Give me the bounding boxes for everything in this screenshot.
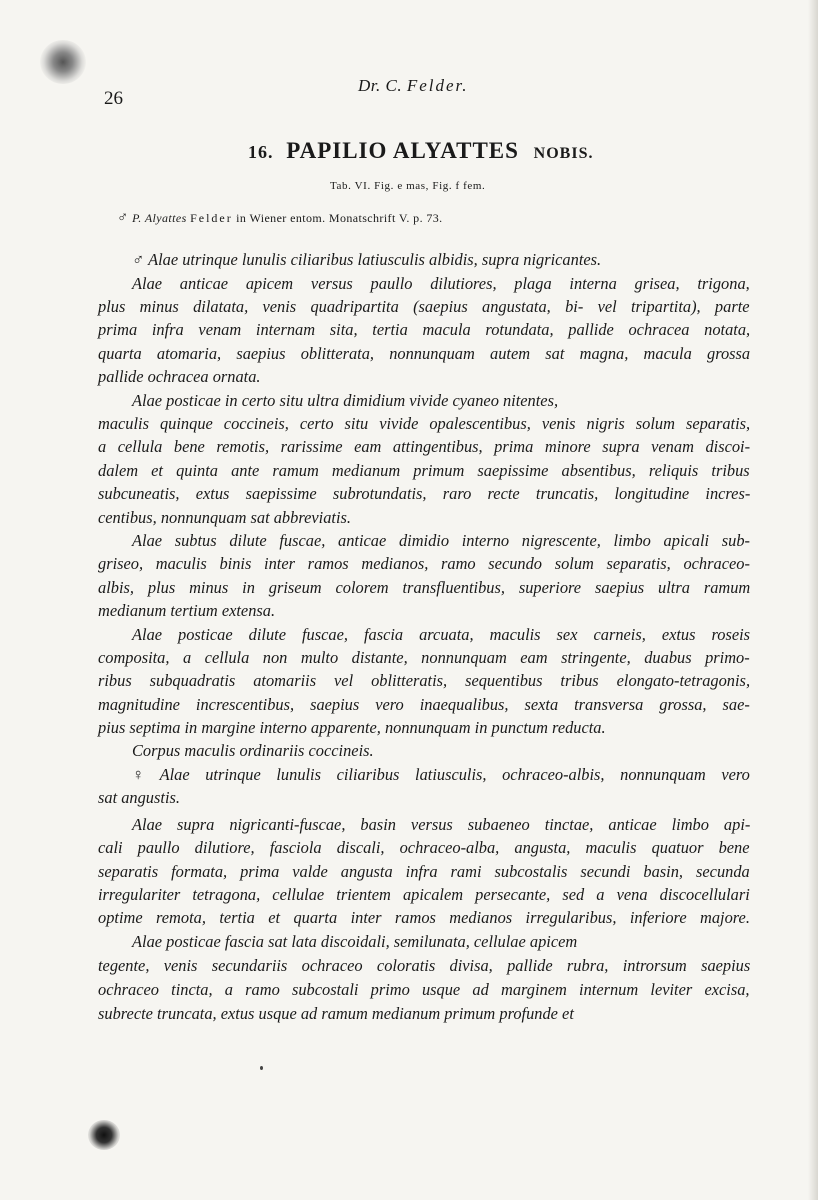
text-line: prima infra venam internam sita, tertia macula rotundata, pallide ochracea notata,: [98, 320, 751, 339]
synonym-source: in Wiener entom. Monatschrift V. p. 73.: [236, 211, 443, 225]
text-line: Alae posticae dilute fuscae, fascia arcuata, maculis sex carneis, extus roseis: [132, 625, 751, 644]
ink-stain: [88, 1120, 120, 1150]
text-line: composita, a cellula non multo distante, nonnunquam eam stringente, duabus primo-: [98, 648, 750, 667]
plate-reference: Tab. VI. Fig. e mas, Fig. f fem.: [330, 180, 486, 192]
male-symbol: ♂: [117, 210, 129, 226]
species-name: PAPILIO ALYATTES: [286, 138, 519, 163]
text-line: griseo, maculis binis inter ramos medianos, ramo secundo solum separatis, ochraceo-: [98, 554, 750, 573]
text-line: Alae posticae fascia sat lata discoidali, semilunata, cellulae apicem: [132, 932, 578, 951]
species-number: 16.: [248, 142, 274, 162]
text-line: plus minus dilatata, venis quadripartita (saepius angustata, bi- vel tripartita), parte: [98, 297, 750, 316]
text-line: ribus subquadratis atomariis vel oblitteratis, sequentibus tribus elongato-tetragonis,: [98, 671, 751, 690]
text-line: ♂ Alae utrinque lunulis ciliaribus latiusculis albidis, supra nigricantes.: [132, 250, 602, 269]
text-line: Corpus maculis ordinariis coccineis.: [132, 741, 374, 760]
page-edge-shadow: [808, 0, 818, 1200]
running-head-author: Dr. C.: [358, 76, 403, 95]
text-line: cali paullo dilutiore, fasciola discali, ochraceo-alba, angusta, maculis quatuor bene: [98, 838, 750, 857]
text-line: centibus, nonnunquam sat abbreviatis.: [98, 508, 351, 527]
text-line: Alae posticae in certo situ ultra dimidium vivide cyaneo nitentes,: [132, 391, 559, 410]
text-line: magnitudine increscentibus, saepius vero inaequalibus, sexta transversa grossa, sae-: [98, 695, 750, 714]
species-author: NOBIS.: [533, 145, 594, 162]
text-line: Alae supra nigricanti-fuscae, basin versus subaeneo tinctae, anticae limbo api-: [132, 815, 751, 834]
text-line: subrecte truncata, extus usque ad ramum medianum primum profunde et: [98, 1004, 574, 1023]
text-line: pius septima in margine interno apparente, nonnunquam in punctum reducta.: [98, 718, 606, 737]
text-line: medianum tertium extensa.: [98, 601, 276, 620]
ink-stain: [40, 40, 86, 84]
synonym-name: P. Alyattes: [132, 211, 187, 225]
text-line: irregulariter tetragona, cellulae trientem apicalem persecante, sed a vena discocellulari: [98, 885, 750, 904]
text-line: maculis quinque coccineis, certo situ vivide opalescentibus, venis nigris solum separatis,: [98, 414, 751, 433]
running-head-name: Felder.: [406, 76, 469, 95]
text-line: Alae anticae apicem versus paullo dilutiores, plaga interna grisea, trigona,: [132, 274, 750, 293]
ink-speck: [260, 1066, 263, 1070]
text-line: separatis formata, prima valde angusta infra rami subcostalis secundi basin, secunda: [98, 862, 750, 881]
text-line: pallide ochracea ornata.: [98, 367, 261, 386]
text-line: Alae subtus dilute fuscae, anticae dimidio interno nigrescente, limbo apicali sub-: [132, 531, 751, 550]
text-line: sat angustis.: [98, 788, 180, 807]
text-line: ochraceo tincta, a ramo subcostali primo usque ad marginem internum leviter excisa,: [98, 980, 750, 999]
text-line: tegente, venis secundariis ochraceo coloratis divisa, pallide rubra, introrsum saepius: [98, 956, 751, 975]
text-line: a cellula bene remotis, rarissime eam attingentibus, prima minore supra venam discoi-: [98, 437, 751, 456]
species-title: [248, 138, 593, 164]
text-line: optime remota, tertia et quarta inter ramos medianos irregularibus, inferiore majore.: [98, 908, 750, 927]
text-line: dalem et quinta ante ramum medianum primum saepissime absentibus, reliquis tribus: [98, 461, 750, 480]
synonym-citation: [117, 210, 443, 227]
text-line: subcuneatis, extus saepissime subrotundatis, raro recte truncatis, longitudine incres-: [98, 484, 751, 503]
text-line: quarta atomaria, saepius oblitterata, nonnunquam autem sat magna, macula grossa: [98, 344, 751, 363]
running-head: [358, 76, 469, 96]
text-line: albis, plus minus in griseum colorem transfluentibus, superiore saepius ultra ramum: [98, 578, 751, 597]
page-number: 26: [104, 88, 123, 109]
text-line: ♀ Alae utrinque lunulis ciliaribus latiusculis, ochraceo-albis, nonnunquam vero: [132, 765, 750, 784]
synonym-author: Felder: [190, 211, 233, 225]
